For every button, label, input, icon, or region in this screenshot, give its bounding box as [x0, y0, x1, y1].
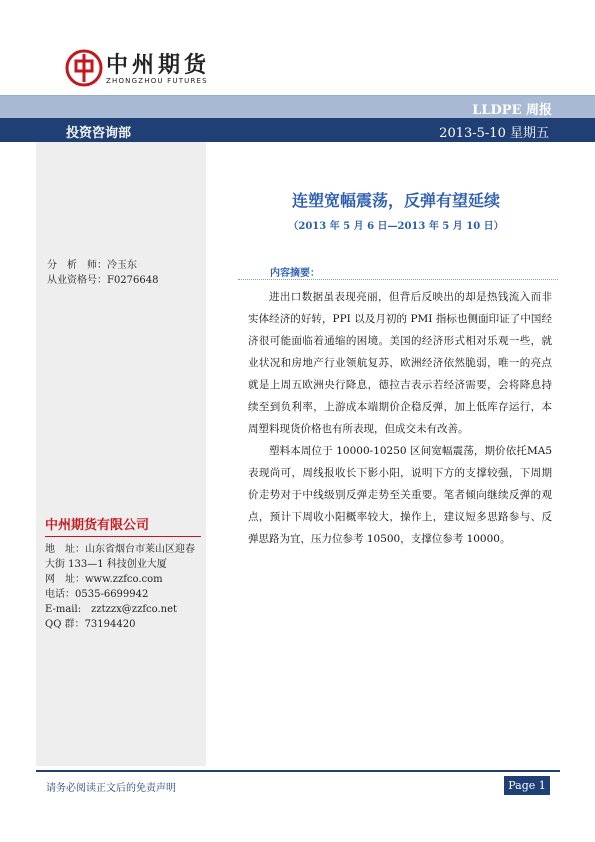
- summary-divider: [238, 279, 558, 280]
- summary-label: 内容摘要：: [270, 268, 320, 279]
- department-name: 投资咨询部: [66, 126, 132, 141]
- summary-paragraph: 进出口数据虽表现亮丽，但背后反映出的却是热钱流入而非实体经济的好转，PPI 以及月初的 PMI 指标也侧面印证了中国经济很可能面临着通缩的困境。美国的经济形式相对乐观一些，就业状况和房地产行业领航复苏，欧洲经济依然脆弱，唯一的亮点就是上周五欧洲央行降息，德拉吉表示若经济需要，会将降息持续至到负利率，上游成本端期价企稳反弹，加上低库存运行，本周塑料现货价格也有所表现，但成交未有改善。: [248, 291, 552, 435]
- footer-divider: [36, 770, 560, 772]
- report-type: LLDPE 周报: [472, 103, 552, 118]
- logo-text-cn: 中州期货: [106, 52, 211, 78]
- analyst-license: 从业资格号：F0276648: [47, 275, 159, 286]
- page-number: Page 1: [504, 776, 550, 795]
- analyst-info: [47, 258, 158, 288]
- company-name: 中州期货有限公司: [45, 518, 150, 533]
- company-email: E-mail: zztzzx@zzfco.net: [45, 604, 178, 615]
- zhongzhou-logo-icon: [64, 48, 104, 88]
- summary-body: [248, 286, 552, 550]
- company-qq: QQ 群：73194420: [45, 619, 136, 630]
- summary-paragraph: 塑料本周位于 10000-10250 区间宽幅震荡，期价依托MA5 表现尚可，周线报收长下影小阳，说明下方的支撑较强，下周期价走势对于中线级别反弹走势至关重要。笔者倾向继续反弹的观点，预计下周收小阳概率较大，操作上，建议短多思路参与、反弹思路为宜，压力位参考 10500，支撑位参考 10000。: [248, 445, 552, 545]
- company-logo: [64, 48, 214, 92]
- company-website: 网 址：www.zzfco.com: [45, 574, 163, 585]
- report-title: 连塑宽幅震荡，反弹有望延续: [291, 191, 500, 210]
- company-phone: 电话：0535-6699942: [45, 589, 149, 600]
- analyst-name: 分 析 师：冷玉东: [47, 260, 137, 271]
- report-type-band: [0, 95, 595, 119]
- company-address: 地 址：山东省烟台市莱山区迎春大街 133—1 科技创业大厦: [45, 544, 195, 570]
- company-contact: [45, 542, 203, 632]
- company-divider: [45, 536, 201, 537]
- report-date-range: （2013 年 5 月 6 日—2013 年 5 月 10 日）: [288, 221, 504, 232]
- footer-disclaimer: 请务必阅读正文后的免责声明: [46, 783, 176, 794]
- logo-text-en: ZHONGZHOU FUTURES: [106, 77, 208, 85]
- report-date: 2013-5-10 星期五: [439, 126, 549, 141]
- department-band: [0, 118, 595, 142]
- sidebar-panel: [36, 142, 206, 766]
